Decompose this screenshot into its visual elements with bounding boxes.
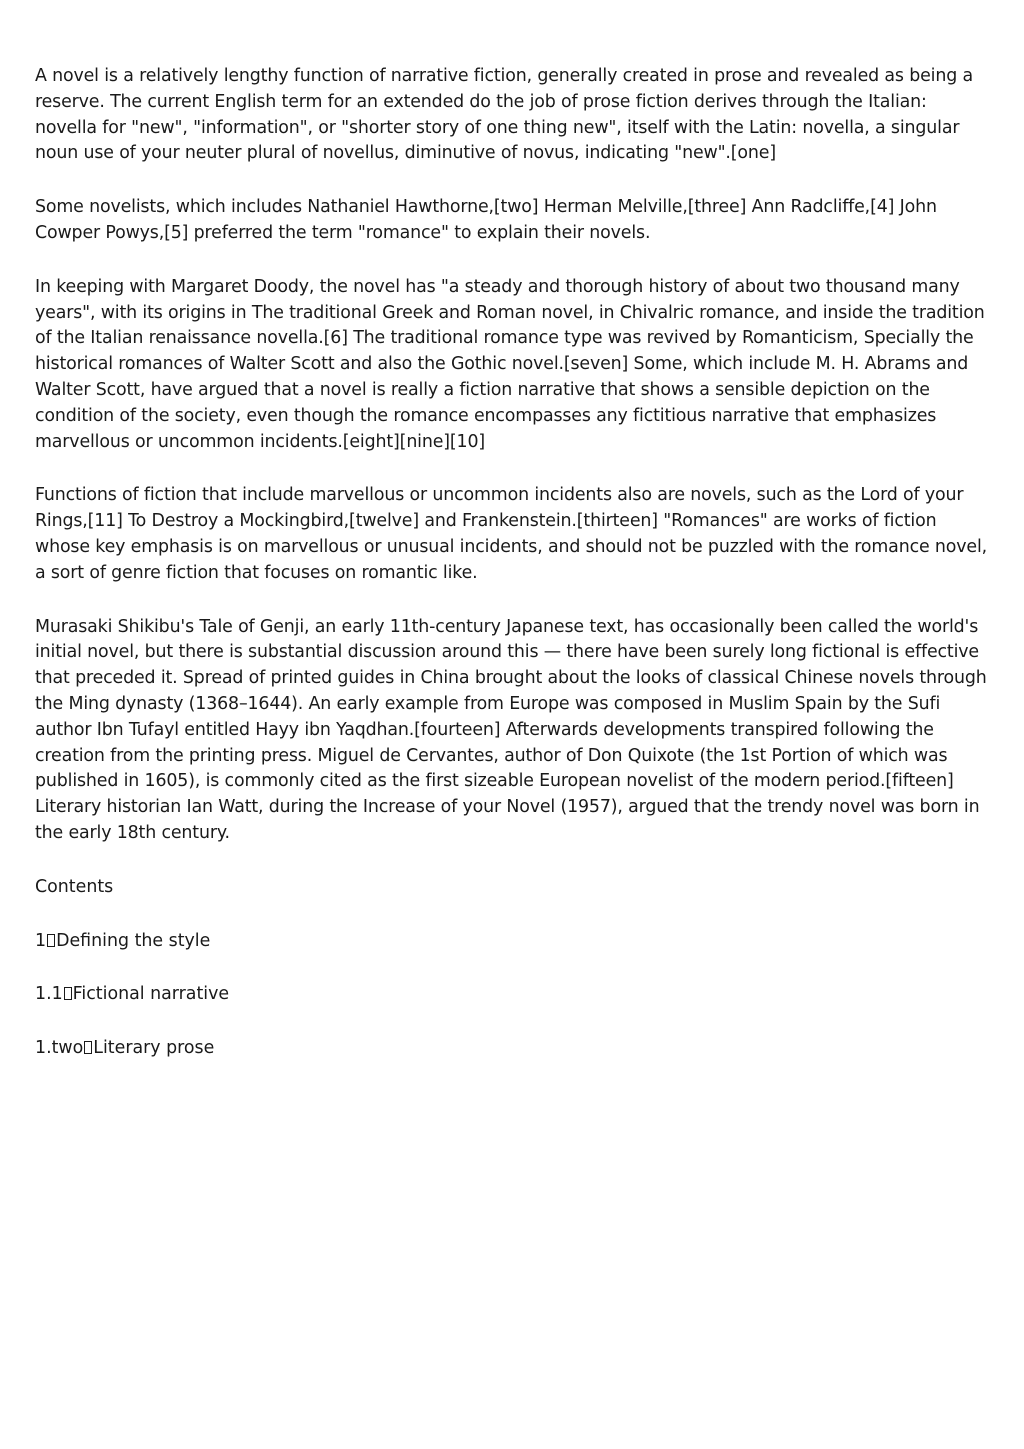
toc-label: Literary prose <box>93 1038 215 1059</box>
document-body <box>35 64 990 1090</box>
missing-glyph-icon <box>84 1041 92 1054</box>
toc-number: 1 <box>35 930 47 951</box>
toc-number: 1.1 <box>35 984 63 1005</box>
paragraph-doody-history: In keeping with Margaret Doody, the novel has "a steady and thorough history of about two thousand many years", with its origins in The traditional Greek and Roman novel, in Chivalric romance, and inside the tradition of the Italian renaissance novella.[6] The traditional romance type was revived by Romanticism, Specially the historical romances of Walter Scott and also the Gothic novel.[seven] Some, which include M. H. Abrams and Walter Scott, have argued that a novel is really a fiction narrative that shows a sensible depiction on the condition of the society, even though the romance encompasses any fictitious narrative that emphasizes marvellous or uncommon incidents.[eight][nine][10] <box>35 276 985 452</box>
contents-heading: Contents <box>35 876 114 897</box>
missing-glyph-icon <box>64 987 72 1000</box>
toc-item-literary-prose[interactable] <box>35 1036 990 1062</box>
toc-number: 1.two <box>35 1038 84 1059</box>
paragraph-romance-term: Some novelists, which includes Nathaniel Hawthorne,[two] Herman Melville,[three] Ann Radcliffe,[4] John Cowper Powys,[5] preferred the term "romance" to explain their novels. <box>35 197 937 243</box>
paragraph-fiction-works: Functions of fiction that include marvellous or uncommon incidents also are novels, such as the Lord of your Rings,[11] To Destroy a Mockingbird,[twelve] and Frankenstein.[thirteen] "Romances" are works of fiction whose key emphasis is on marvellous or unusual incidents, and should not be puzzled with the romance novel, a sort of genre fiction that focuses on romantic like. <box>35 485 988 583</box>
toc-label: Fictional narrative <box>72 984 230 1005</box>
paragraph-novel-definition: A novel is a relatively lengthy function of narrative fiction, generally created in prose and revealed as being a reserve. The current English term for an extended do the job of prose fiction derives through the Italian: novella for "new", "information", or "shorter story of one thing new", itself with the Latin: novella, a singular noun use of your neuter plural of novellus, diminutive of novus, indicating "new".[one] <box>35 66 973 164</box>
toc-item-defining-the-style[interactable] <box>35 929 990 955</box>
missing-glyph-icon <box>47 934 55 947</box>
paragraph-early-novels: Murasaki Shikibu's Tale of Genji, an early 11th-century Japanese text, has occasionally been called the world's initial novel, but there is substantial discussion around this — there have been surely long fictional is effective that preceded it. Spread of printed guides in China brought about the looks of classical Chinese novels through the Ming dynasty (1368–1644). An early example from Europe was composed in Muslim Spain by the Sufi author Ibn Tufayl entitled Hayy ibn Yaqdhan.[fourteen] Afterwards developments transpired following the creation from the printing press. Miguel de Cervantes, author of Don Quixote (the 1st Portion of which was published in 1605), is commonly cited as the first sizeable European novelist of the modern period.[fifteen] Literary historian Ian Watt, during the Increase of your Novel (1957), argued that the trendy novel was born in the early 18th century. <box>35 616 987 843</box>
toc-item-fictional-narrative[interactable] <box>35 982 990 1008</box>
toc-label: Defining the style <box>56 930 211 951</box>
